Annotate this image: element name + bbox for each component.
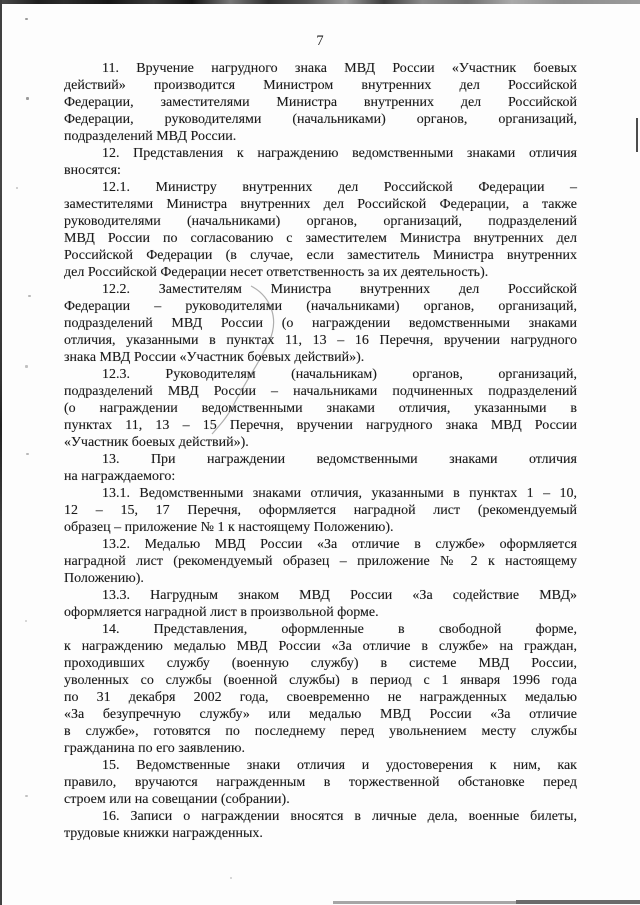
text-line: 13.2. Медалью МВД России «За отличие в службе» оформляется bbox=[102, 537, 577, 552]
text-line: руководителями (начальниками) органов, организаций, подразделений bbox=[64, 214, 577, 229]
text-line: подразделений МВД России. bbox=[64, 129, 237, 144]
scan-speck bbox=[26, 453, 29, 455]
text-line: отличия, указанными в пунктах 11, 13 – 16 Перечня, вручении нагрудного bbox=[64, 333, 577, 348]
text-line: Федерации – руководителями (начальниками) органов, организаций, bbox=[64, 299, 577, 314]
page-number: 7 bbox=[316, 33, 324, 49]
text-line: образец – приложение № 1 к настоящему Положению). bbox=[64, 520, 394, 535]
scan-speck bbox=[28, 295, 31, 297]
scan-speck bbox=[25, 795, 28, 797]
text-line: 13.3. Нагрудным знаком МВД России «За содействие МВД» bbox=[102, 588, 577, 603]
text-line: подразделений МВД России – начальниками подчиненных подразделений bbox=[64, 384, 577, 399]
scan-speck bbox=[25, 620, 27, 622]
paragraph bbox=[64, 179, 577, 281]
text-line: 16. Записи о награждении вносятся в личные дела, военные билеты, bbox=[102, 809, 577, 824]
scan-bottom-bar-dark bbox=[516, 900, 640, 904]
text-line: на награждаемого: bbox=[64, 469, 176, 484]
scan-edge-right-mark bbox=[636, 118, 638, 152]
text-line: заместителями Министра внутренних дел Российской Федерации, а также bbox=[64, 197, 577, 212]
paragraph bbox=[64, 485, 577, 536]
text-line: 12.3. Руководителям (начальникам) органов, организаций, bbox=[102, 367, 577, 382]
paragraph bbox=[64, 808, 577, 842]
text-line: по 31 декабря 2002 года, своевременно не награжденных медалью bbox=[64, 690, 577, 705]
text-line: знака МВД России «Участник боевых действий»). bbox=[64, 350, 365, 365]
text-line: 12.2. Заместителям Министра внутренних дел Российской bbox=[102, 282, 577, 297]
text-line: «Участник боевых действий»). bbox=[64, 435, 249, 450]
text-line: 13.1. Ведомственными знаками отличия, указанными в пунктах 1 – 10, bbox=[102, 486, 577, 501]
scan-edge-top-artifact bbox=[0, 0, 640, 4]
paragraph bbox=[64, 587, 577, 621]
text-line: МВД России по согласованию с заместителем Министра внутренних дел bbox=[64, 231, 577, 246]
scan-edge-left-artifact bbox=[0, 0, 2, 905]
text-line: 11. Вручение нагрудного знака МВД России «Участник боевых bbox=[102, 61, 577, 76]
text-line: Российской Федерации (в случае, если заместитель Министра внутренних bbox=[64, 248, 577, 263]
text-line: подразделений МВД России (о награждении ведомственными знаками bbox=[64, 316, 577, 331]
scan-speck bbox=[26, 97, 29, 100]
text-line: к награждению медалью МВД России «За отличие в службе» на граждан, bbox=[64, 639, 577, 654]
scan-speck bbox=[25, 365, 28, 368]
paragraph bbox=[64, 451, 577, 485]
paragraph bbox=[64, 281, 577, 366]
text-line: уволенных со службы (военной службы) в период с 1 января 1996 года bbox=[64, 673, 577, 688]
paragraph bbox=[64, 145, 577, 179]
scan-bottom-bar-light bbox=[333, 901, 517, 904]
paragraph bbox=[64, 757, 577, 808]
text-line: 13. При награждении ведомственными знаками отличия bbox=[102, 452, 577, 467]
scan-speck bbox=[16, 187, 18, 189]
text-line: (о награждении ведомственными знаками отличия, указанными в bbox=[64, 401, 577, 416]
paragraph bbox=[64, 536, 577, 587]
text-line: оформляется наградной лист в произвольной форме. bbox=[64, 605, 379, 620]
text-block bbox=[64, 60, 577, 842]
text-line: 15. Ведомственные знаки отличия и удостоверения к ним, как bbox=[102, 758, 577, 773]
text-line: гражданина по его заявлению. bbox=[64, 741, 246, 756]
text-line: действий» производится Министром внутренних дел Российской bbox=[64, 78, 577, 93]
text-line: «За безупречную службу» или медалью МВД России «За отличие bbox=[64, 707, 577, 722]
paragraph bbox=[64, 60, 577, 145]
text-line: Положению). bbox=[64, 571, 144, 586]
scan-speck bbox=[25, 18, 28, 20]
scan-speck bbox=[230, 877, 232, 879]
text-line: трудовые книжки награжденных. bbox=[64, 826, 263, 841]
text-line: Федерации, руководителями (начальниками) органов, организаций, bbox=[64, 112, 577, 127]
text-line: правило, вручаются награжденным в торжественной обстановке перед bbox=[64, 775, 577, 790]
text-line: наградной лист (рекомендуемый образец – приложение № 2 к настоящему bbox=[64, 554, 577, 569]
text-line: в службе», готовятся по последнему перед увольнением месту службы bbox=[64, 724, 577, 739]
text-line: 12. Представления к награждению ведомственными знаками отличия bbox=[102, 146, 577, 161]
text-line: 12 – 15, 17 Перечня, оформляется наградной лист (рекомендуемый bbox=[64, 503, 577, 518]
text-line: проходивших службу (военную службу) в системе МВД России, bbox=[64, 656, 577, 671]
text-line: Федерации, заместителями Министра внутренних дел Российской bbox=[64, 95, 577, 110]
paragraph bbox=[64, 366, 577, 451]
text-line: пунктах 11, 13 – 15 Перечня, вручении нагрудного знака МВД России bbox=[64, 418, 577, 433]
text-line: вносятся: bbox=[64, 163, 121, 178]
text-line: дел Российской Федерации несет ответственность за их деятельность). bbox=[64, 265, 489, 280]
text-line: 14. Представления, оформленные в свободной форме, bbox=[102, 622, 577, 637]
text-line: 12.1. Министру внутренних дел Российской Федерации – bbox=[102, 180, 577, 195]
paragraph bbox=[64, 621, 577, 757]
text-line: строем или на совещании (собрании). bbox=[64, 792, 290, 807]
